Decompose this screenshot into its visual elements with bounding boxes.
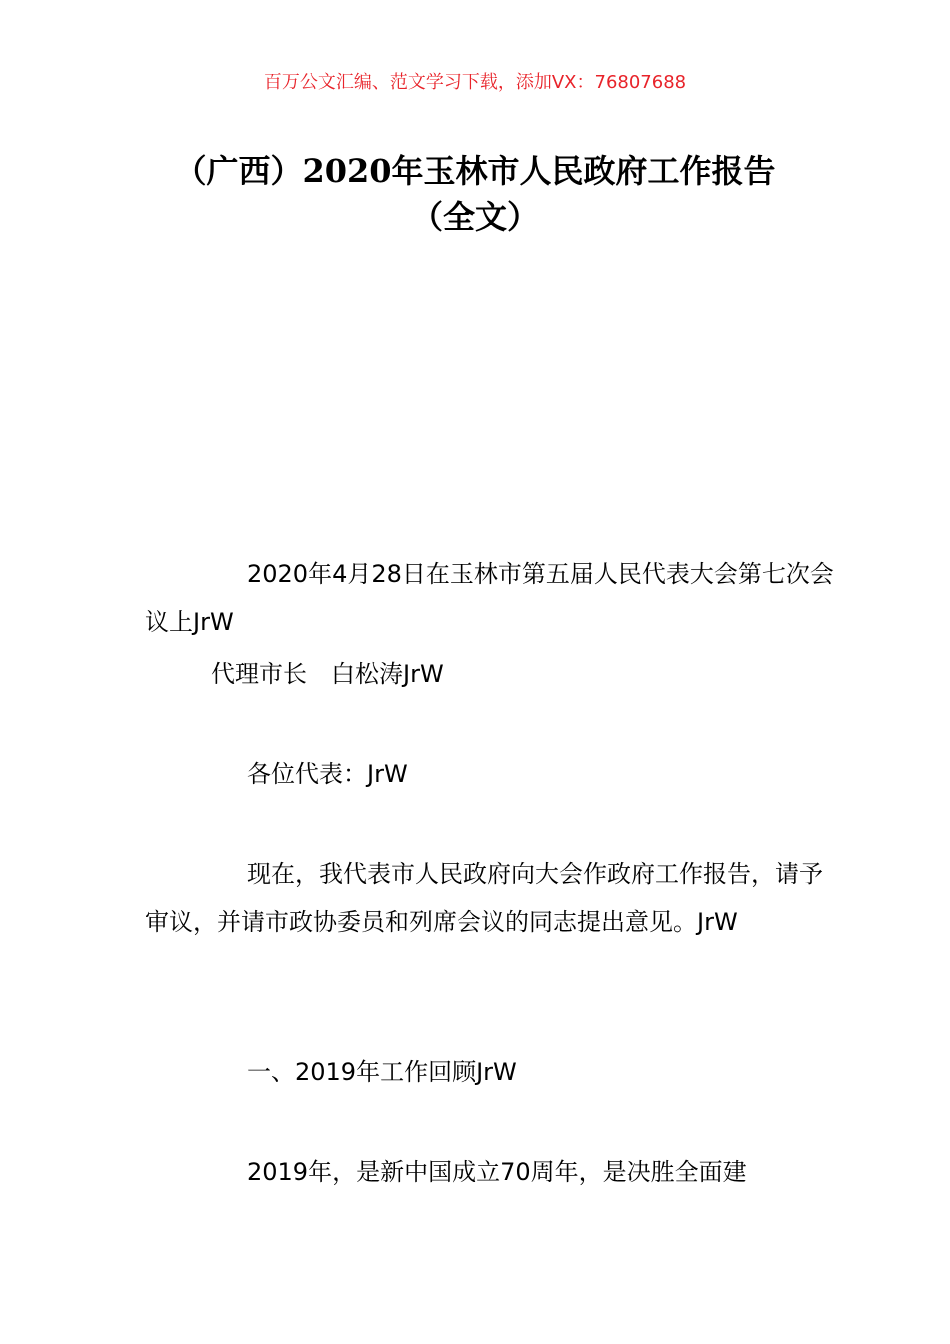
header-watermark-note: 百万公文汇编、范文学习下载，添加VX：76807688 bbox=[263, 72, 687, 93]
section-heading: 一、2019年工作回顾JrW bbox=[247, 1058, 517, 1086]
speaker-line: 代理市长 白松涛JrW bbox=[211, 660, 444, 688]
title-line-1: （广西）2020年玉林市人民政府工作报告 bbox=[174, 152, 776, 190]
document-title bbox=[120, 148, 830, 240]
greeting-paragraph: 各位代表：JrW bbox=[247, 760, 408, 788]
intro-paragraph: 现在，我代表市人民政府向大会作政府工作报告，请予审议，并请市政协委员和列席会议的同志提出意见。JrW bbox=[145, 860, 823, 936]
review-paragraph: 2019年，是新中国成立70周年，是决胜全面建 bbox=[247, 1158, 747, 1186]
title-line-2: （全文） bbox=[410, 198, 539, 236]
meeting-info-paragraph: 2020年4月28日在玉林市第五届人民代表大会第七次会议上JrW bbox=[145, 560, 834, 636]
